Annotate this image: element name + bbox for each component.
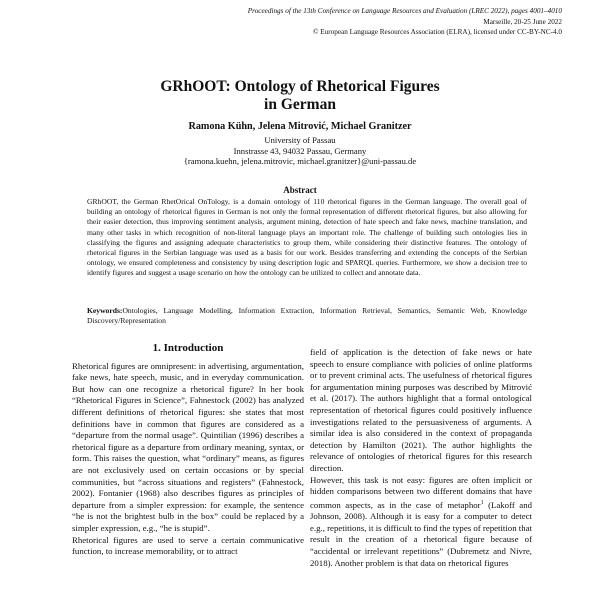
proceedings-header (248, 6, 562, 38)
intro-paragraph-2: Rhetorical figures are used to serve a certain communicative function, to increase memorability, or to attract (72, 534, 304, 557)
affiliation-email: {ramona.kuehn, jelena.mitrovic, michael.granitzer}@uni-passau.de (183, 156, 417, 167)
right-column (310, 347, 532, 569)
right-paragraph-2 (310, 475, 532, 570)
affiliation-university: University of Passau (264, 135, 336, 145)
keywords (87, 306, 527, 326)
keywords-label: Keywords: (87, 306, 123, 315)
right-paragraph-2-part-b: (Lakoff and Johnson, 2008). Although it is easy for a computer to detect e.g., repetitions, it is difficult to find the types of repetition that result in the creation of a rhetorical figure because of “accidental or irrelevant repetitions” (Dubremetz and Nivre, 2018). Another problem is that data on rhetorical figures (310, 499, 532, 568)
title-line-2: in German (264, 96, 336, 113)
footnote-marker: 1 (480, 499, 484, 506)
affiliation-address: Innstrasse 43, 94032 Passau, Germany (233, 145, 367, 156)
right-paragraph-2-part-a: However, this task is not easy: figures are often implicit or hidden comparisons between two different domains that have common aspects, as in the case of metaphor (310, 474, 532, 510)
abstract-text: GRhOOT, the German RhetOrical OnTology, is a domain ontology of 110 rhetorical figures in the German language. The overall goal of building an ontology of rhetorical figures in German is not only the formal representation of different rhetorical figures, but also allowing for their easier detection, thus improving sentiment analysis, argument mining, detection of hate speech and fake news, machine translation, and many other tasks in which recognition of non-literal language plays an important role. The challenge of building such ontologies lies in classifying the figures and assigning adequate characteristics to group them, while considering their distinctive features. The ontology of rhetorical figures in the Serbian language was used as a basis for our work. Besides transferring and extending the concepts of the Serbian ontology, we ensured completeness and consistency by using description logic and SPARQL queries. Furthermore, we show a decision tree to identify figures and suggest a usage scenario on how the ontology can be utilized to collect and annotate data. (87, 197, 527, 278)
intro-paragraph-1: Rhetorical figures are omnipresent: in advertising, argumentation, fake news, hate speech, music, and in everyday communication. But how can one recognize a rhetorical figure? In her book “Rhetorical Figures in Science”, Fahnestock (2002) has analyzed different definitions of rhetorical figures: she states that most definitions have in common that figures are considered as a “departure from the normal usage”. Quintilian (1996) describes a rhetorical figure as a departure from ordinary meaning, syntax, or form. This raises the question, what “ordinary” means, as figures are not exclusively used on certain occasions or by special communities, but “across situations and registers” (Fahnestock, 2002). Fontanier (1968) also describes figures as principles of departure from a simpler expression: for example, the sentence “he is not the brightest bulb in the box” could be replaced by a simpler expression, e.g., “he is stupid”. (72, 360, 304, 533)
affiliation (0, 135, 600, 167)
section-heading-introduction: 1. Introduction (152, 342, 224, 354)
right-paragraph-1: field of application is the detection of fake news or hate speech to ensure compliance with policies of online platforms or to prevent criminal acts. The usefulness of rhetorical figures for argumentation mining purposes was described by Mitrović et al. (2017). The authors highlight that a formal ontological representation of rhetorical figures could positively influence investigations related to the persuasiveness of arguments. A similar idea is also considered in the context of propaganda detection by Hamilton (2021). The author highlights the relevance of ontologies of rhetorical figures for this research direction. (310, 347, 532, 473)
left-column (72, 343, 304, 558)
author-list: Ramona Kühn, Jelena Mitrović, Michael Granitzer (188, 121, 412, 132)
paper-title (0, 78, 600, 114)
title-line-1: GRhOOT: Ontology of Rhetorical Figures (160, 78, 440, 95)
header-line-1: Proceedings of the 13th Conference on Language Resources and Evaluation (LREC 2022), pages 4001–4010 (247, 7, 562, 15)
header-line-2: Marseille, 20-25 June 2022 (483, 17, 562, 26)
keywords-text: Ontologies, Language Modelling, Information Extraction, Information Retrieval, Semantics, Semantic Web, Knowledge Discovery/Representation (87, 306, 527, 326)
abstract-heading: Abstract (283, 185, 317, 195)
header-line-3: © European Language Resources Association (ELRA), licensed under CC-BY-NC-4.0 (313, 28, 562, 36)
